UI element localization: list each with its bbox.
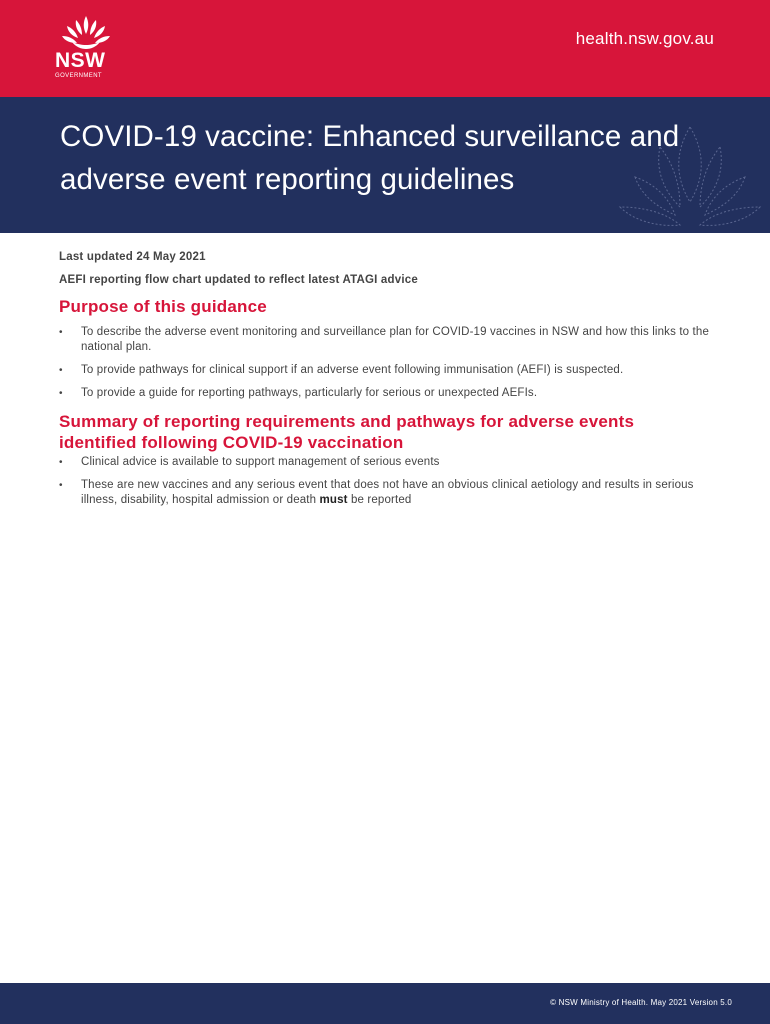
logo-text: NSW xyxy=(55,49,106,72)
list-item: • To provide a guide for reporting pathways, particularly for serious or unexpected AEFIs. xyxy=(59,386,719,401)
bullet-text: These are new vaccines and any serious event that does not have an obvious clinical aetiology and results in serious illness, disability, hospital admission or death xyxy=(81,479,694,506)
list-item: • Clinical advice is available to support management of serious events xyxy=(59,455,719,470)
purpose-bullet-list xyxy=(59,325,719,409)
bullet-text: be reported xyxy=(347,494,412,506)
bullet-emphasis: must xyxy=(319,494,348,506)
footer-bar xyxy=(0,983,770,1024)
logo-subtext: GOVERNMENT xyxy=(55,73,103,79)
site-url-link[interactable]: health.nsw.gov.au xyxy=(575,29,714,48)
document-title: COVID-19 vaccine: Enhanced surveillance and adverse event reporting guidelines xyxy=(60,120,680,196)
footer-copyright: © NSW Ministry of Health. May 2021 Version 5.0 xyxy=(550,998,732,1007)
header-bar xyxy=(0,0,770,97)
section-heading-purpose: Purpose of this guidance xyxy=(59,297,267,316)
title-band xyxy=(0,97,770,233)
list-item xyxy=(59,478,719,508)
last-updated: Last updated 24 May 2021 xyxy=(59,251,206,263)
update-note: AEFI reporting flow chart updated to reflect latest ATAGI advice xyxy=(59,274,418,286)
list-item: • To describe the adverse event monitoring and surveillance plan for COVID-19 vaccines in NSW and how this links to the national plan. xyxy=(59,325,719,355)
list-item: • To provide pathways for clinical support if an adverse event following immunisation (AEFI) is suspected. xyxy=(59,363,719,378)
section-heading-summary: Summary of reporting requirements and pathways for adverse events identified following COVID-19 vaccination xyxy=(59,412,635,452)
summary-bullet-list xyxy=(59,455,719,516)
